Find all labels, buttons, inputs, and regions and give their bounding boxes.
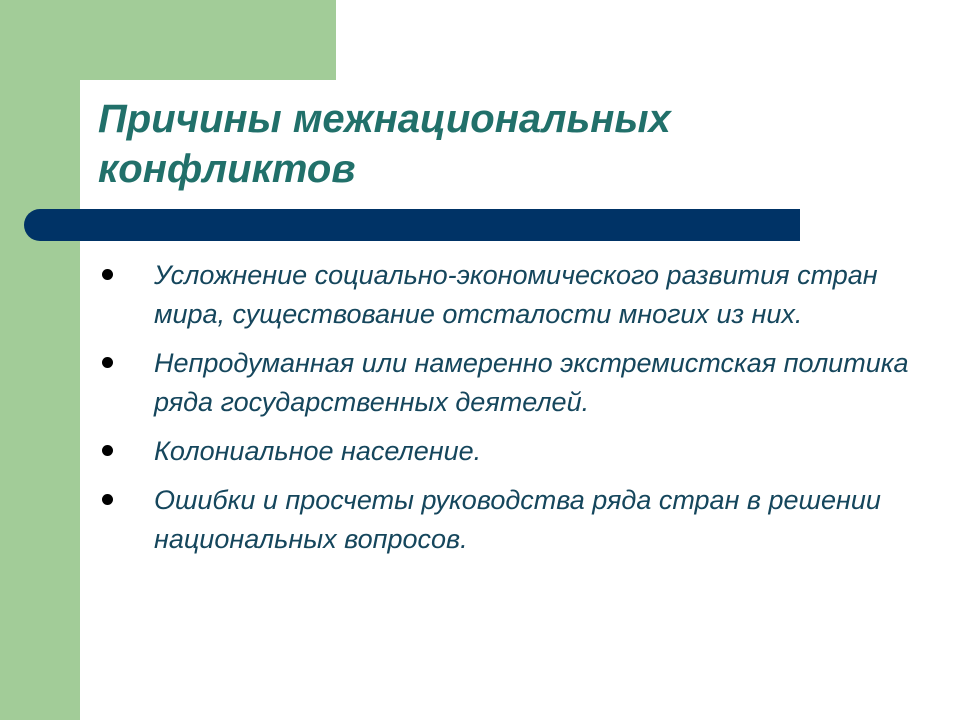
bullet-item-2 [96,344,916,422]
decor-green-side [0,0,80,720]
bullet-dot-icon [102,269,113,280]
title-divider-bar [24,209,800,241]
bullet-list [96,256,916,569]
bullet-text: Ошибки и просчеты руководства ряда стран в решении национальных вопросов. [154,485,881,554]
bullet-dot-icon [102,357,113,368]
slide-title: Причины межнациональных конфликтов [98,97,671,191]
bullet-item-4 [96,481,916,559]
bullet-item-3 [96,432,916,471]
bullet-dot-icon [102,494,113,505]
bullet-text: Усложнение социально-экономического развития стран мира, существование отсталости многих из них. [154,260,878,329]
bullet-dot-icon [102,445,113,456]
bullet-text: Непродуманная или намеренно экстремистская политика ряда государственных деятелей. [154,348,909,417]
bullet-text: Колониальное население. [154,436,482,466]
bullet-item-1 [96,256,916,334]
